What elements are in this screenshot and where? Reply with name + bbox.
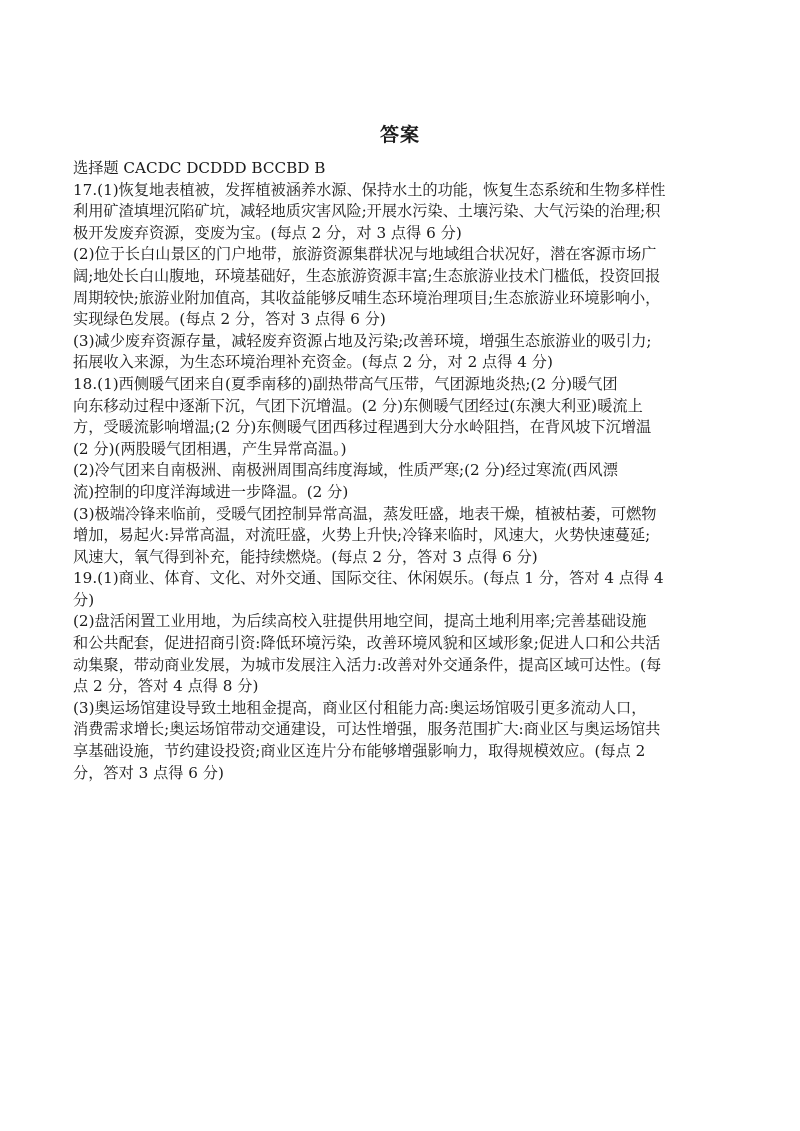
- text-line: 增加，易起火:异常高温，对流旺盛，火势上升快;冷锋来临时，风速大，火势快速蔓延;: [73, 526, 651, 545]
- page-title: 答案: [379, 124, 420, 146]
- text-line: 周期较快;旅游业附加值高，其收益能够反哺生态环境治理项目;生态旅游业环境影响小，: [73, 288, 661, 307]
- text-line: 17.(1)恢复地表植被，发挥植被涵养水源、保持水土的功能，恢复生态系统和生物多样性: [73, 180, 666, 199]
- text-line: 风速大，氧气得到补充，能持续燃烧。(每点 2 分，答对 3 点得 6 分): [73, 547, 538, 566]
- text-line: 分，答对 3 点得 6 分): [73, 763, 224, 782]
- text-line: 19.(1)商业、体育、文化、对外交通、国际交往、休闲娱乐。(每点 1 分，答对 4 点得 4: [73, 569, 664, 588]
- text-line: (2)冷气团来自南极洲、南极洲周围高纬度海域，性质严寒;(2 分)经过寒流(西风漂: [73, 461, 618, 480]
- text-line: 享基础设施，节约建设投资;商业区连片分布能够增强影响力，取得规模效应。(每点 2: [73, 742, 646, 761]
- text-line: (3)减少废弃资源存量，减轻废弃资源占地及污染;改善环境，增强生态旅游业的吸引力;: [73, 331, 652, 350]
- text-line: (3)奥运场馆建设导致土地租金提高，商业区付租能力高:奥运场馆吸引更多流动人口，: [73, 698, 647, 717]
- text-line: (3)极端冷锋来临前，受暖气团控制异常高温，蒸发旺盛，地表干燥，植被枯萎，可燃物: [73, 504, 657, 523]
- text-line: 分): [73, 590, 95, 609]
- text-line: 和公共配套，促进招商引资:降低环境污染，改善环境风貌和区域形象;促进人口和公共活: [73, 634, 661, 653]
- text-line: 18.(1)西侧暖气团来自(夏季南移的)副热带高气压带，气团源地炎热;(2 分)暖气团: [73, 374, 618, 393]
- text-line: 极开发废弃资源，变废为宝。(每点 2 分，对 3 点得 6 分): [73, 223, 462, 242]
- text-line: 实现绿色发展。(每点 2 分，答对 3 点得 6 分): [73, 310, 386, 329]
- text-line: 阔;地处长白山腹地，环境基础好，生态旅游资源丰富;生态旅游业技术门槛低，投资回报: [73, 266, 661, 285]
- text-line: (2)位于长白山景区的门户地带，旅游资源集群状况与地域组合状况好，潜在客源市场广: [73, 245, 657, 264]
- answer-body: [73, 158, 723, 784]
- text-line: 动集聚，带动商业发展，为城市发展注入活力:改善对外交通条件，提高区域可达性。(每: [73, 655, 662, 674]
- text-line: (2 分)(两股暖气团相遇，产生异常高温。): [73, 439, 347, 458]
- text-line: 拓展收入来源，为生态环境治理补充资金。(每点 2 分，对 2 点得 4 分): [73, 353, 553, 372]
- text-line: (2)盘活闲置工业用地，为后续高校入驻提供用地空间，提高土地利用率;完善基础设施: [73, 612, 647, 631]
- text-line: 向东移动过程中逐渐下沉，气团下沉增温。(2 分)东侧暖气团经过(东澳大利亚)暖流上: [73, 396, 643, 415]
- text-line: 利用矿渣填埋沉陷矿坑，减轻地质灾害风险;开展水污染、土壤污染、大气污染的治理;积: [73, 202, 661, 221]
- text-line: 方，受暖流影响增温;(2 分)东侧暖气团西移过程遇到大分水岭阻挡，在背风坡下沉增温: [73, 418, 652, 437]
- text-line: 流)控制的印度洋海域进一步降温。(2 分): [73, 482, 349, 501]
- text-line: 选择题 CACDC DCDDD BCCBD B: [73, 159, 326, 177]
- text-line: 消费需求增长;奥运场馆带动交通建设，可达性增强，服务范围扩大:商业区与奥运场馆共: [73, 720, 661, 739]
- text-line: 点 2 分，答对 4 点得 8 分): [73, 677, 259, 696]
